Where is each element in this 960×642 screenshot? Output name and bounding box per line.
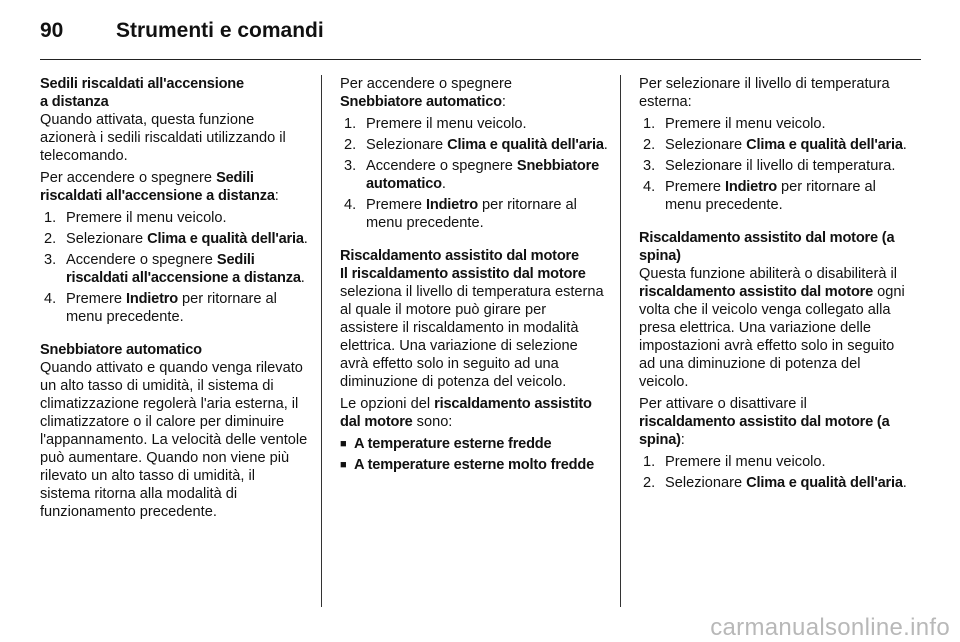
page-title: Strumenti e comandi [116,19,324,42]
steps-list [639,115,909,214]
list-item: 2. Selezionare Clima e qualità dell'aria. [643,137,907,153]
list-item: 3. Accendere o spegnere Sedili riscaldati all'accensione a distanza. [44,252,305,286]
paragraph: Per accendere o spegnere Snebbiatore automatico: [340,76,512,110]
page-number: 90 [40,19,64,42]
section-heading-engine-assist-plug: Riscaldamento assistito dal motore (a spina) [639,230,895,264]
list-item: 1. Premere il menu veicolo. [643,454,826,470]
column-1 [40,75,308,525]
list-item: 1. Premere il menu veicolo. [643,116,826,132]
section-heading-auto-defog: Snebbiatore automatico [40,342,202,358]
steps-list [639,453,909,492]
paragraph: Per attivare o disattivare il riscaldamento assistito dal motore (a spina): [639,396,890,448]
list-item: 4. Premere Indietro per ritornare al menu precedente. [344,197,577,231]
paragraph: Per selezionare il livello di temperatura esterna: [639,76,890,110]
list-item: 1. Premere il menu veicolo. [344,116,527,132]
list-item: 2. Selezionare Clima e qualità dell'aria. [44,231,308,247]
list-item: 3. Selezionare il livello di temperatura. [643,158,896,174]
page-header [40,10,920,60]
paragraph: Questa funzione abiliterà o disabiliterà il riscaldamento assistito dal motore ogni volta che il veicolo venga collegato alla presa elettrica. Una variazione delle impostazioni avrà effetto solo in seguito ad una diminuzione di potenza del veicolo. [639,266,905,390]
list-item: ■ A temperature esterne molto fredde [340,456,608,474]
list-item: 4. Premere Indietro per ritornare al menu precedente. [643,179,876,213]
list-item: 2. Selezionare Clima e qualità dell'aria. [643,475,907,491]
list-item: 4. Premere Indietro per ritornare al menu precedente. [44,291,277,325]
watermark: carmanualsonline.info [710,614,950,641]
list-item: ■ A temperature esterne fredde [340,435,608,453]
list-item: 1. Premere il menu veicolo. [44,210,227,226]
paragraph: Quando attivato e quando venga rilevato un alto tasso di umidità, il sistema di climatizzazione regolerà l'aria esterna, il climatizzatore o il calore per diminuire l'appannamento. La velocità delle ventole può aumentare. Quando non viene più rilevato un alto tasso di umidità, il sistema ritorna alla modalità di funzionamento precedente. [40,360,308,520]
column-divider [620,75,621,607]
steps-list [40,209,308,326]
paragraph: Per accendere o spegnere Sedili riscaldati all'accensione a distanza: [40,170,279,204]
paragraph: Le opzioni del riscaldamento assistito dal motore sono: [340,396,592,430]
steps-list [340,115,608,232]
column-2 [340,75,608,478]
column-divider [321,75,322,607]
header-rule [40,59,921,60]
list-item: 3. Accendere o spegnere Snebbiatore automatico. [344,158,600,192]
section-heading-engine-assist: Riscaldamento assistito dal motore [340,248,579,264]
column-3 [639,75,909,496]
paragraph: Quando attivata, questa funzione azionerà i sedili riscaldati utilizzando il telecomando. [40,112,286,164]
options-list [340,435,608,474]
list-item: 2. Selezionare Clima e qualità dell'aria. [344,137,608,153]
section-heading-heated-seats: Sedili riscaldati all'accensione a distanza [40,76,244,110]
paragraph: Il riscaldamento assistito dal motore seleziona il livello di temperatura esterna al quale il motore può girare per assistere il riscaldamento in modalità elettrica. Una variazione di selezione avrà effetto solo in seguito ad una diminuzione di potenza del veicolo. [340,266,604,390]
